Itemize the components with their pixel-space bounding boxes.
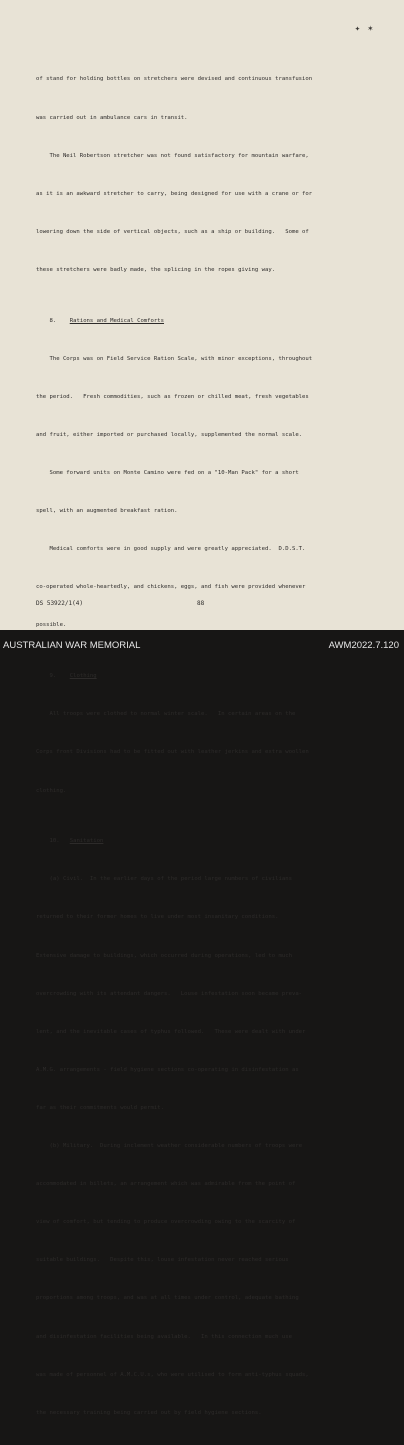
subsection-label: (b) bbox=[49, 1143, 60, 1150]
text-line: The Corps was on Field Service Ration Scale, with minor exceptions, throughout bbox=[36, 355, 313, 362]
text-line: far as their commitments would permit. bbox=[36, 1104, 164, 1111]
text-fragment: During inclement weather considerable numbers of troops were bbox=[93, 1143, 303, 1150]
archive-caption-bar bbox=[0, 638, 404, 653]
document-body bbox=[36, 48, 380, 1445]
text-line: overcrowding with its attendant dangers. Louse infestation soon became preva- bbox=[36, 990, 303, 997]
top-mark: ✦ ✶ bbox=[354, 24, 374, 34]
text-line: Medical comforts were in good supply and were greatly appreciated. D.D.S.T. bbox=[36, 546, 306, 553]
section-title: Rations and Medical Comforts bbox=[69, 317, 165, 324]
archive-name: AUSTRALIAN WAR MEMORIAL bbox=[3, 640, 141, 651]
page-number: 88 bbox=[197, 600, 205, 607]
text-line: co-operated whole-heartedly, and chickens, eggs, and fish were provided whenever bbox=[36, 584, 306, 591]
text-line: was carried out in ambulance cars in transit. bbox=[36, 114, 188, 121]
section-number: 9. bbox=[49, 673, 57, 680]
text-line: All troops were clothed to normal winter scale. In certain areas on the bbox=[36, 711, 296, 718]
text-line: spell, with an augmented breakfast ration. bbox=[36, 508, 178, 515]
section-title: Sanitation bbox=[69, 838, 104, 845]
text-line: and fruit, either imported or purchased locally, supplemented the normal scale. bbox=[36, 431, 303, 438]
document-reference: DS 53922/1(4) bbox=[36, 600, 83, 607]
text-line: accommodated in billets, an arrangement which was admirable from the point of bbox=[36, 1181, 296, 1188]
subsection-civil-first-line bbox=[36, 873, 380, 886]
text-line: these stretchers were badly made, the splicing in the ropes giving way. bbox=[36, 266, 276, 273]
text-line: proportions among troops, and was at all times under control, adequate bathing bbox=[36, 1295, 299, 1302]
subsection-military-first-line bbox=[36, 1140, 380, 1153]
text-line: possible. bbox=[36, 622, 67, 629]
subsection-title: Military. bbox=[62, 1143, 94, 1150]
text-line: lowering down the side of vertical objects, such as a ship or building. Some of bbox=[36, 228, 309, 235]
section-number: 8. bbox=[49, 317, 57, 324]
section-9-heading bbox=[36, 670, 380, 683]
text-line: returned to their former homes to live under most insanitary conditions. bbox=[36, 914, 279, 921]
subsection-title: Civil. bbox=[62, 876, 84, 883]
archive-reference: AWM2022.7.120 bbox=[328, 640, 399, 651]
text-line: Corps front Divisions had to be fitted out with leather jerkins and extra woollen bbox=[36, 749, 309, 756]
text-line: clothing. bbox=[36, 787, 67, 794]
text-line: the period. Fresh commodities, such as frozen or chilled meat, fresh vegetables bbox=[36, 393, 309, 400]
section-8-heading bbox=[36, 315, 380, 328]
text-line: lent, and the inevitable cases of typhus followed. These were dealt with under bbox=[36, 1028, 306, 1035]
section-number: 10. bbox=[49, 838, 60, 845]
text-line: A.M.G. arrangements - field hygiene sections co-operating in disinfestation as bbox=[36, 1066, 299, 1073]
text-line: The Neil Robertson stretcher was not found satisfactory for mountain warfare, bbox=[36, 152, 309, 159]
section-10-heading bbox=[36, 835, 380, 848]
text-line: suitable buildings. Despite this, louse infestation never reached serious bbox=[36, 1257, 289, 1264]
text-line: of stand for holding bottles on stretchers were devised and continuous transfusion bbox=[36, 76, 313, 83]
section-title: Clothing bbox=[69, 673, 97, 680]
text-line: Extensive damage to buildings, which occurred during operations, led to much bbox=[36, 952, 292, 959]
text-line: and disinfestation facilities being available. In this connection much use bbox=[36, 1333, 292, 1340]
text-line: was made of personnel of A.M.C.U.s, who were utilised to form anti-typhus squads, bbox=[36, 1371, 309, 1378]
text-line: the necessary training being carried out by field hygiene sections. bbox=[36, 1409, 262, 1416]
text-line: as it is an awkward stretcher to carry, being designed for use with a crane or for bbox=[36, 190, 313, 197]
text-fragment: In the earlier days of the period large numbers of civilians bbox=[83, 876, 292, 883]
text-line: Some forward units on Monte Camino were fed on a "10-Man Pack" for a short bbox=[36, 470, 299, 477]
subsection-label: (a) bbox=[49, 876, 60, 883]
text-line: view of comfort, but tending to produce overcrowding owing to the scarcity of bbox=[36, 1219, 296, 1226]
